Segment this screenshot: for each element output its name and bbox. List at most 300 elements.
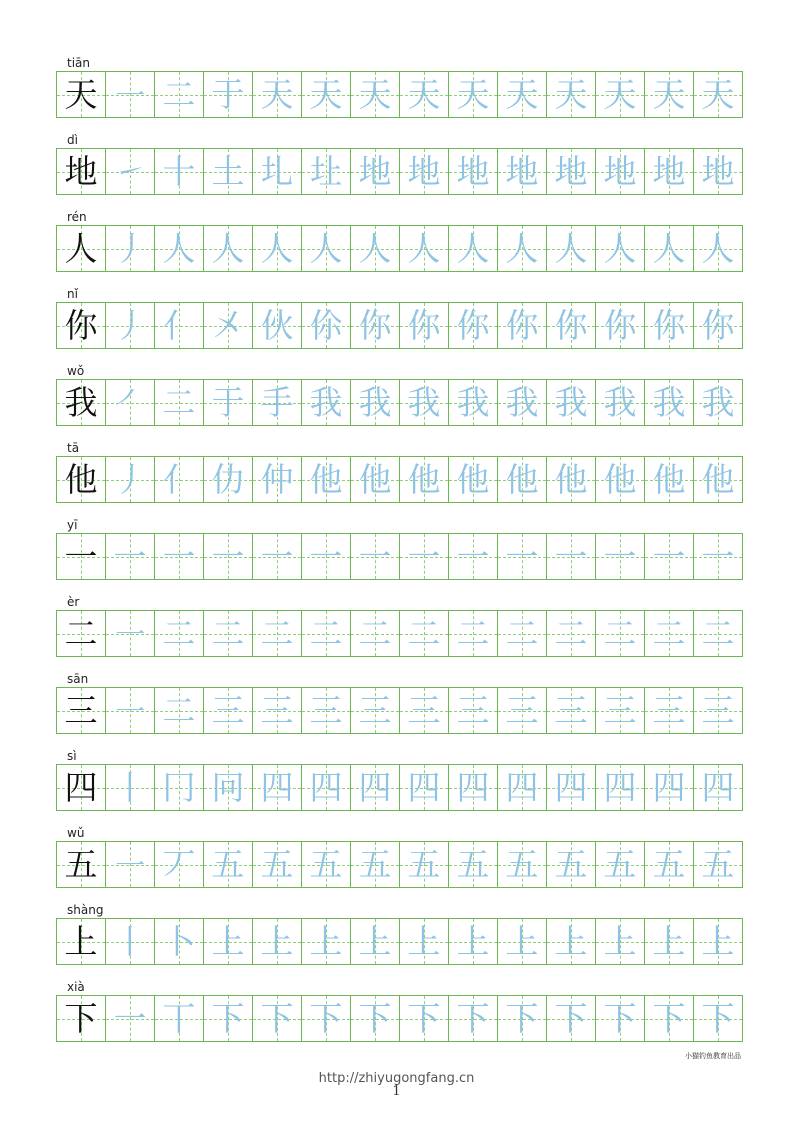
stroke-step-cell bbox=[694, 995, 743, 1042]
model-character-cell bbox=[57, 764, 106, 811]
stroke-step-character: 天 bbox=[554, 75, 588, 114]
stroke-step-character: 二 bbox=[309, 614, 343, 653]
stroke-step-character: 地 bbox=[505, 152, 539, 191]
stroke-step-character: 五 bbox=[358, 845, 392, 884]
model-character-cell bbox=[57, 918, 106, 965]
stroke-step-cell bbox=[449, 610, 498, 657]
pinyin-label: sān bbox=[67, 672, 89, 686]
stroke-step-cell bbox=[596, 995, 645, 1042]
stroke-step-cell bbox=[498, 302, 547, 349]
stroke-step-character: 二 bbox=[211, 614, 245, 653]
stroke-step-cell bbox=[155, 995, 204, 1042]
model-character-cell bbox=[57, 610, 106, 657]
stroke-step-cell bbox=[449, 918, 498, 965]
stroke-step-cell bbox=[596, 764, 645, 811]
stroke-step-character: 一 bbox=[358, 537, 392, 576]
stroke-step-character: ㇐ bbox=[113, 845, 147, 884]
stroke-step-character: 他 bbox=[701, 460, 735, 499]
model-character: 四 bbox=[64, 768, 98, 807]
stroke-step-character: 我 bbox=[505, 383, 539, 422]
stroke-step-cell bbox=[253, 764, 302, 811]
stroke-step-cell bbox=[155, 841, 204, 888]
stroke-step-character: 我 bbox=[701, 383, 735, 422]
stroke-step-cell bbox=[449, 225, 498, 272]
practice-row bbox=[56, 826, 742, 903]
stroke-step-character: 他 bbox=[456, 460, 490, 499]
stroke-step-character: 圵 bbox=[309, 152, 343, 191]
stroke-step-character: 丿 bbox=[113, 229, 147, 268]
stroke-step-cell bbox=[645, 456, 694, 503]
stroke-step-character: 人 bbox=[603, 229, 637, 268]
stroke-step-character: 他 bbox=[652, 460, 686, 499]
stroke-step-cell bbox=[351, 71, 400, 118]
stroke-step-character: 一 bbox=[505, 537, 539, 576]
stroke-step-cell bbox=[106, 71, 155, 118]
stroke-step-character: 二 bbox=[162, 614, 196, 653]
stroke-step-character: 二 bbox=[505, 614, 539, 653]
model-character: 下 bbox=[64, 999, 98, 1038]
stroke-step-cell bbox=[400, 148, 449, 195]
model-character: 地 bbox=[64, 152, 98, 191]
stroke-step-cell bbox=[498, 379, 547, 426]
stroke-step-character: 二 bbox=[358, 614, 392, 653]
stroke-step-character: 伙 bbox=[260, 306, 294, 345]
stroke-step-character: 人 bbox=[162, 229, 196, 268]
model-character: 上 bbox=[64, 922, 98, 961]
stroke-step-character: 三 bbox=[260, 691, 294, 730]
stroke-step-character: 地 bbox=[407, 152, 441, 191]
stroke-step-character: 三 bbox=[211, 691, 245, 730]
stroke-step-character: 天 bbox=[505, 75, 539, 114]
stroke-step-character: 四 bbox=[358, 768, 392, 807]
stroke-step-character: ㇐ bbox=[113, 75, 147, 114]
stroke-step-character: 下 bbox=[603, 999, 637, 1038]
stroke-step-cell bbox=[302, 302, 351, 349]
stroke-step-character: 二 bbox=[554, 614, 588, 653]
stroke-step-cell bbox=[596, 148, 645, 195]
stroke-step-cell bbox=[596, 456, 645, 503]
stroke-step-character: 一 bbox=[113, 537, 147, 576]
stroke-step-cell bbox=[155, 456, 204, 503]
stroke-step-cell bbox=[302, 225, 351, 272]
stroke-step-cell bbox=[547, 995, 596, 1042]
stroke-step-cell bbox=[400, 687, 449, 734]
stroke-step-cell bbox=[645, 841, 694, 888]
stroke-step-character: 天 bbox=[456, 75, 490, 114]
stroke-step-cell bbox=[155, 764, 204, 811]
stroke-step-cell bbox=[547, 225, 596, 272]
stroke-step-character: 四 bbox=[554, 768, 588, 807]
stroke-step-cell bbox=[302, 918, 351, 965]
stroke-step-character: 下 bbox=[211, 999, 245, 1038]
stroke-step-cell bbox=[694, 533, 743, 580]
stroke-step-cell bbox=[498, 764, 547, 811]
stroke-step-character: 三 bbox=[309, 691, 343, 730]
writing-grid bbox=[56, 456, 743, 503]
stroke-step-cell bbox=[253, 148, 302, 195]
stroke-step-cell bbox=[498, 687, 547, 734]
stroke-step-cell bbox=[204, 456, 253, 503]
writing-grid bbox=[56, 841, 743, 888]
practice-row bbox=[56, 518, 742, 595]
stroke-step-cell bbox=[645, 71, 694, 118]
stroke-step-character: 五 bbox=[554, 845, 588, 884]
stroke-step-character: 你 bbox=[358, 306, 392, 345]
stroke-step-character: 我 bbox=[554, 383, 588, 422]
stroke-step-cell bbox=[106, 533, 155, 580]
stroke-step-cell bbox=[155, 225, 204, 272]
stroke-step-character: 下 bbox=[554, 999, 588, 1038]
stroke-step-cell bbox=[694, 610, 743, 657]
stroke-step-character: 上 bbox=[652, 922, 686, 961]
stroke-step-character: 上 bbox=[358, 922, 392, 961]
stroke-step-character: 三 bbox=[456, 691, 490, 730]
stroke-step-character: 天 bbox=[603, 75, 637, 114]
stroke-step-character: 仂 bbox=[211, 460, 245, 499]
stroke-step-character: 人 bbox=[701, 229, 735, 268]
stroke-step-cell bbox=[498, 148, 547, 195]
stroke-step-character: 三 bbox=[701, 691, 735, 730]
stroke-step-cell bbox=[596, 610, 645, 657]
stroke-step-character: 土 bbox=[211, 152, 245, 191]
stroke-step-cell bbox=[694, 302, 743, 349]
stroke-step-character: 人 bbox=[260, 229, 294, 268]
stroke-step-cell bbox=[204, 995, 253, 1042]
stroke-step-cell bbox=[106, 225, 155, 272]
stroke-step-cell bbox=[449, 302, 498, 349]
stroke-step-cell bbox=[302, 533, 351, 580]
stroke-step-cell bbox=[400, 610, 449, 657]
stroke-step-cell bbox=[498, 918, 547, 965]
model-character-cell bbox=[57, 379, 106, 426]
stroke-step-character: 天 bbox=[260, 75, 294, 114]
stroke-step-cell bbox=[400, 918, 449, 965]
stroke-step-character: 三 bbox=[407, 691, 441, 730]
stroke-step-character: 天 bbox=[652, 75, 686, 114]
stroke-step-cell bbox=[204, 841, 253, 888]
stroke-step-cell bbox=[547, 71, 596, 118]
stroke-step-cell bbox=[351, 764, 400, 811]
stroke-step-character: 仲 bbox=[260, 460, 294, 499]
stroke-step-character: 一 bbox=[652, 537, 686, 576]
stroke-step-character: 你 bbox=[407, 306, 441, 345]
stroke-step-character: 人 bbox=[554, 229, 588, 268]
stroke-step-cell bbox=[645, 225, 694, 272]
stroke-step-character: 五 bbox=[603, 845, 637, 884]
stroke-step-cell bbox=[449, 995, 498, 1042]
pinyin-label: xià bbox=[67, 980, 85, 994]
stroke-step-character: 丿 bbox=[113, 460, 147, 499]
stroke-step-cell bbox=[204, 764, 253, 811]
stroke-step-cell bbox=[596, 379, 645, 426]
stroke-step-character: ㇐ bbox=[113, 614, 147, 653]
stroke-step-cell bbox=[400, 841, 449, 888]
stroke-step-cell bbox=[645, 610, 694, 657]
model-character-cell bbox=[57, 995, 106, 1042]
practice-row bbox=[56, 56, 742, 133]
stroke-step-cell bbox=[449, 687, 498, 734]
practice-row bbox=[56, 441, 742, 518]
stroke-step-cell bbox=[106, 764, 155, 811]
stroke-step-character: 我 bbox=[652, 383, 686, 422]
writing-grid bbox=[56, 533, 743, 580]
stroke-step-character: 我 bbox=[407, 383, 441, 422]
stroke-step-character: 三 bbox=[505, 691, 539, 730]
stroke-step-cell bbox=[155, 918, 204, 965]
practice-row bbox=[56, 595, 742, 672]
stroke-step-cell bbox=[351, 148, 400, 195]
stroke-step-cell bbox=[253, 918, 302, 965]
stroke-step-character: 卜 bbox=[162, 922, 196, 961]
stroke-step-cell bbox=[449, 841, 498, 888]
practice-row bbox=[56, 133, 742, 210]
stroke-step-character: 丆 bbox=[162, 845, 196, 884]
stroke-step-cell bbox=[351, 302, 400, 349]
stroke-step-cell bbox=[645, 995, 694, 1042]
writing-grid bbox=[56, 764, 743, 811]
stroke-step-character: 五 bbox=[260, 845, 294, 884]
stroke-step-character: 他 bbox=[407, 460, 441, 499]
stroke-step-cell bbox=[449, 71, 498, 118]
stroke-step-character: 他 bbox=[309, 460, 343, 499]
stroke-step-character: 二 bbox=[162, 691, 196, 730]
stroke-step-character: 地 bbox=[652, 152, 686, 191]
stroke-step-character: 一 bbox=[603, 537, 637, 576]
stroke-step-character: 五 bbox=[505, 845, 539, 884]
stroke-step-cell bbox=[400, 302, 449, 349]
stroke-step-cell bbox=[106, 148, 155, 195]
stroke-step-character: 冂 bbox=[162, 768, 196, 807]
stroke-step-character: 四 bbox=[652, 768, 686, 807]
stroke-step-character: 下 bbox=[260, 999, 294, 1038]
model-character: 五 bbox=[64, 845, 98, 884]
stroke-step-character: 丨 bbox=[113, 922, 147, 961]
stroke-step-cell bbox=[155, 379, 204, 426]
stroke-step-cell bbox=[596, 841, 645, 888]
stroke-step-cell bbox=[400, 456, 449, 503]
stroke-step-character: 伱 bbox=[309, 306, 343, 345]
stroke-step-cell bbox=[547, 764, 596, 811]
stroke-step-character: 二 bbox=[603, 614, 637, 653]
stroke-step-cell bbox=[694, 71, 743, 118]
stroke-step-cell bbox=[596, 71, 645, 118]
stroke-step-cell bbox=[253, 995, 302, 1042]
stroke-step-cell bbox=[645, 687, 694, 734]
stroke-step-cell bbox=[547, 456, 596, 503]
stroke-step-cell bbox=[351, 533, 400, 580]
stroke-step-cell bbox=[449, 764, 498, 811]
stroke-step-cell bbox=[204, 302, 253, 349]
stroke-step-cell bbox=[204, 379, 253, 426]
stroke-step-character: 天 bbox=[309, 75, 343, 114]
stroke-step-cell bbox=[351, 918, 400, 965]
stroke-step-character: 一 bbox=[113, 999, 147, 1038]
stroke-step-character: 他 bbox=[358, 460, 392, 499]
stroke-step-character: 于 bbox=[211, 75, 245, 114]
stroke-step-cell bbox=[547, 918, 596, 965]
stroke-step-cell bbox=[253, 302, 302, 349]
stroke-step-cell bbox=[645, 764, 694, 811]
stroke-step-character: 二 bbox=[260, 614, 294, 653]
stroke-step-cell bbox=[351, 841, 400, 888]
stroke-step-cell bbox=[302, 687, 351, 734]
stroke-step-cell bbox=[106, 687, 155, 734]
stroke-step-character: 人 bbox=[407, 229, 441, 268]
stroke-step-character: 他 bbox=[554, 460, 588, 499]
stroke-step-cell bbox=[302, 995, 351, 1042]
stroke-step-cell bbox=[596, 302, 645, 349]
model-character: 天 bbox=[64, 75, 98, 114]
stroke-step-cell bbox=[204, 71, 253, 118]
stroke-step-character: 人 bbox=[456, 229, 490, 268]
stroke-step-cell bbox=[155, 148, 204, 195]
model-character-cell bbox=[57, 687, 106, 734]
stroke-step-cell bbox=[400, 533, 449, 580]
practice-row bbox=[56, 287, 742, 364]
model-character-cell bbox=[57, 533, 106, 580]
practice-row bbox=[56, 749, 742, 826]
stroke-step-character: 三 bbox=[603, 691, 637, 730]
stroke-step-character: 上 bbox=[701, 922, 735, 961]
stroke-step-cell bbox=[400, 995, 449, 1042]
pinyin-label: rén bbox=[67, 210, 87, 224]
stroke-step-cell bbox=[351, 610, 400, 657]
stroke-step-cell bbox=[547, 148, 596, 195]
model-character-cell bbox=[57, 148, 106, 195]
stroke-step-cell bbox=[106, 610, 155, 657]
stroke-step-cell bbox=[155, 610, 204, 657]
practice-sheet bbox=[56, 56, 742, 1057]
stroke-step-cell bbox=[204, 610, 253, 657]
stroke-step-character: 上 bbox=[407, 922, 441, 961]
stroke-step-cell bbox=[106, 456, 155, 503]
stroke-step-cell bbox=[253, 610, 302, 657]
stroke-step-cell bbox=[449, 456, 498, 503]
stroke-step-cell bbox=[694, 764, 743, 811]
stroke-step-cell bbox=[155, 687, 204, 734]
stroke-step-cell bbox=[302, 610, 351, 657]
stroke-step-character: 五 bbox=[701, 845, 735, 884]
stroke-step-cell bbox=[155, 71, 204, 118]
stroke-step-cell bbox=[204, 918, 253, 965]
stroke-step-character: 天 bbox=[407, 75, 441, 114]
stroke-step-cell bbox=[351, 379, 400, 426]
stroke-step-character: 一 bbox=[554, 537, 588, 576]
website-url[interactable]: http://zhiyugongfang.cn bbox=[318, 1071, 475, 1086]
stroke-step-character: 下 bbox=[505, 999, 539, 1038]
stroke-step-cell bbox=[253, 71, 302, 118]
model-character: 他 bbox=[64, 460, 98, 499]
stroke-step-character: 二 bbox=[162, 383, 196, 422]
stroke-step-cell bbox=[400, 225, 449, 272]
stroke-step-cell bbox=[351, 456, 400, 503]
stroke-step-character: 三 bbox=[554, 691, 588, 730]
stroke-step-character: 上 bbox=[603, 922, 637, 961]
stroke-step-character: 四 bbox=[603, 768, 637, 807]
stroke-step-character: 我 bbox=[456, 383, 490, 422]
stroke-step-character: 五 bbox=[407, 845, 441, 884]
writing-grid bbox=[56, 71, 743, 118]
stroke-step-character: ㇐ bbox=[113, 691, 147, 730]
stroke-step-cell bbox=[547, 841, 596, 888]
stroke-step-character: 人 bbox=[358, 229, 392, 268]
stroke-step-character: 四 bbox=[505, 768, 539, 807]
stroke-step-character: 你 bbox=[456, 306, 490, 345]
stroke-step-cell bbox=[302, 841, 351, 888]
stroke-step-character: 五 bbox=[456, 845, 490, 884]
stroke-step-character: 一 bbox=[701, 537, 735, 576]
stroke-step-cell bbox=[253, 687, 302, 734]
stroke-step-character: 二 bbox=[456, 614, 490, 653]
stroke-step-character: 丨 bbox=[113, 768, 147, 807]
stroke-step-character: 天 bbox=[701, 75, 735, 114]
stroke-step-cell bbox=[400, 764, 449, 811]
writing-grid bbox=[56, 225, 743, 272]
pinyin-label: wǒ bbox=[67, 364, 85, 378]
stroke-step-character: 你 bbox=[603, 306, 637, 345]
stroke-step-cell bbox=[253, 225, 302, 272]
stroke-step-cell bbox=[547, 379, 596, 426]
pinyin-label: tā bbox=[67, 441, 80, 455]
page-number: 1 bbox=[392, 1084, 401, 1099]
stroke-step-character: 四 bbox=[260, 768, 294, 807]
practice-row bbox=[56, 364, 742, 441]
stroke-step-cell bbox=[596, 533, 645, 580]
model-character: 一 bbox=[64, 537, 98, 576]
stroke-step-cell bbox=[302, 71, 351, 118]
stroke-step-character: 上 bbox=[554, 922, 588, 961]
stroke-step-character: 五 bbox=[211, 845, 245, 884]
stroke-step-cell bbox=[498, 610, 547, 657]
stroke-step-cell bbox=[351, 687, 400, 734]
stroke-step-character: 下 bbox=[407, 999, 441, 1038]
stroke-step-cell bbox=[400, 71, 449, 118]
stroke-step-cell bbox=[498, 533, 547, 580]
stroke-step-character: 四 bbox=[407, 768, 441, 807]
model-character-cell bbox=[57, 302, 106, 349]
stroke-step-character: 地 bbox=[554, 152, 588, 191]
stroke-step-cell bbox=[106, 918, 155, 965]
stroke-step-character: 三 bbox=[652, 691, 686, 730]
stroke-step-character: 下 bbox=[456, 999, 490, 1038]
stroke-step-cell bbox=[106, 995, 155, 1042]
stroke-step-character: 人 bbox=[505, 229, 539, 268]
stroke-step-cell bbox=[645, 918, 694, 965]
stroke-step-character: 二 bbox=[407, 614, 441, 653]
writing-grid bbox=[56, 302, 743, 349]
stroke-step-character: 冋 bbox=[211, 768, 245, 807]
stroke-step-cell bbox=[449, 379, 498, 426]
stroke-step-cell bbox=[106, 379, 155, 426]
stroke-step-cell bbox=[645, 302, 694, 349]
pinyin-label: dì bbox=[67, 133, 78, 147]
writing-grid bbox=[56, 148, 743, 195]
stroke-step-character: 你 bbox=[554, 306, 588, 345]
stroke-step-cell bbox=[302, 148, 351, 195]
writing-grid bbox=[56, 995, 743, 1042]
model-character-cell bbox=[57, 841, 106, 888]
pinyin-label: sì bbox=[67, 749, 77, 763]
pinyin-label: yī bbox=[67, 518, 78, 532]
stroke-step-cell bbox=[351, 225, 400, 272]
stroke-step-character: 上 bbox=[211, 922, 245, 961]
stroke-step-character: ㇀ bbox=[113, 152, 147, 191]
stroke-step-character: 于 bbox=[211, 383, 245, 422]
stroke-step-character: 你 bbox=[652, 306, 686, 345]
pinyin-label: wǔ bbox=[67, 826, 85, 840]
stroke-step-cell bbox=[302, 764, 351, 811]
model-character: 我 bbox=[64, 383, 98, 422]
